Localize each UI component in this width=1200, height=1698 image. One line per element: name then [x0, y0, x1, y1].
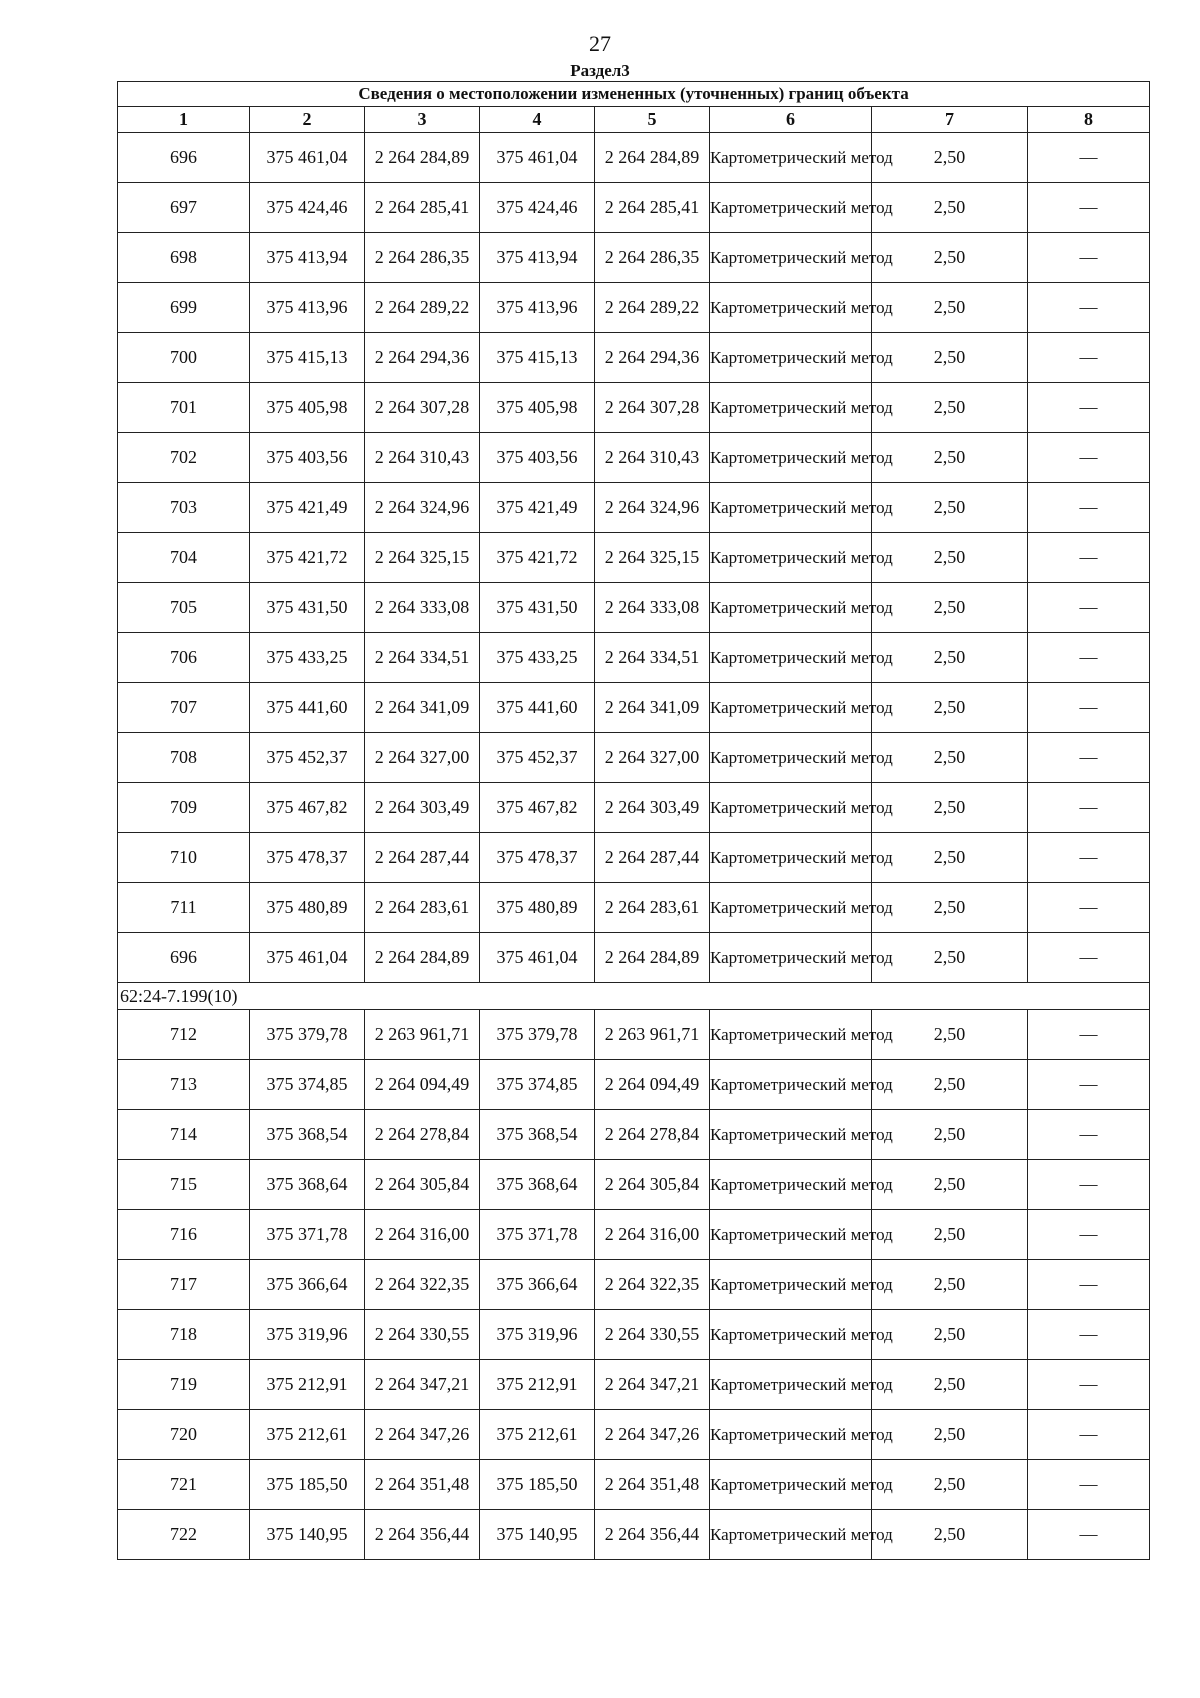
description-cell: — [1028, 1260, 1150, 1310]
y-new-cell: 2 264 316,00 [595, 1210, 710, 1260]
point-number-cell: 706 [118, 633, 250, 683]
table-row [118, 1160, 1150, 1210]
x-new-cell: 375 366,64 [480, 1260, 595, 1310]
accuracy-cell: 2,50 [872, 1010, 1028, 1060]
y-new-cell: 2 264 278,84 [595, 1110, 710, 1160]
description-cell: — [1028, 1110, 1150, 1160]
method-cell: Картометрический метод [710, 1060, 872, 1110]
x-new-cell: 375 371,78 [480, 1210, 595, 1260]
point-number-cell: 704 [118, 533, 250, 583]
accuracy-cell: 2,50 [872, 783, 1028, 833]
table-group-2 [118, 1010, 1150, 1560]
description-cell: — [1028, 383, 1150, 433]
point-number-cell: 715 [118, 1160, 250, 1210]
point-number-cell: 703 [118, 483, 250, 533]
method-cell: Картометрический метод [710, 183, 872, 233]
accuracy-cell: 2,50 [872, 533, 1028, 583]
x-existing-cell: 375 405,98 [250, 383, 365, 433]
x-new-cell: 375 421,49 [480, 483, 595, 533]
accuracy-cell: 2,50 [872, 1510, 1028, 1560]
point-number-cell: 713 [118, 1060, 250, 1110]
y-existing-cell: 2 264 347,21 [365, 1360, 480, 1410]
y-new-cell: 2 264 284,89 [595, 133, 710, 183]
point-number-cell: 710 [118, 833, 250, 883]
x-existing-cell: 375 441,60 [250, 683, 365, 733]
x-new-cell: 375 212,91 [480, 1360, 595, 1410]
x-new-cell: 375 415,13 [480, 333, 595, 383]
description-cell: — [1028, 1360, 1150, 1410]
method-cell: Картометрический метод [710, 783, 872, 833]
table-row [118, 833, 1150, 883]
accuracy-cell: 2,50 [872, 133, 1028, 183]
table-row [118, 383, 1150, 433]
x-existing-cell: 375 433,25 [250, 633, 365, 683]
y-existing-cell: 2 264 286,35 [365, 233, 480, 283]
x-new-cell: 375 140,95 [480, 1510, 595, 1560]
method-cell: Картометрический метод [710, 633, 872, 683]
point-number-cell: 697 [118, 183, 250, 233]
x-existing-cell: 375 368,54 [250, 1110, 365, 1160]
point-number-cell: 714 [118, 1110, 250, 1160]
point-number-cell: 708 [118, 733, 250, 783]
table-row [118, 1310, 1150, 1360]
y-new-cell: 2 264 356,44 [595, 1510, 710, 1560]
description-cell: — [1028, 283, 1150, 333]
description-cell: — [1028, 883, 1150, 933]
x-existing-cell: 375 461,04 [250, 133, 365, 183]
point-number-cell: 722 [118, 1510, 250, 1560]
description-cell: — [1028, 1310, 1150, 1360]
method-cell: Картометрический метод [710, 1360, 872, 1410]
method-cell: Картометрический метод [710, 733, 872, 783]
cadastral-number-label: 62:24-7.199(10) [118, 983, 1150, 1010]
table-row [118, 1210, 1150, 1260]
accuracy-cell: 2,50 [872, 583, 1028, 633]
x-existing-cell: 375 421,49 [250, 483, 365, 533]
method-cell: Картометрический метод [710, 533, 872, 583]
point-number-cell: 702 [118, 433, 250, 483]
x-new-cell: 375 374,85 [480, 1060, 595, 1110]
x-new-cell: 375 478,37 [480, 833, 595, 883]
group-label-row [118, 983, 1150, 1010]
table-title-row [118, 82, 1150, 107]
description-cell: — [1028, 483, 1150, 533]
y-existing-cell: 2 264 294,36 [365, 333, 480, 383]
description-cell: — [1028, 1460, 1150, 1510]
method-cell: Картометрический метод [710, 833, 872, 883]
description-cell: — [1028, 633, 1150, 683]
x-new-cell: 375 461,04 [480, 133, 595, 183]
y-existing-cell: 2 264 305,84 [365, 1160, 480, 1210]
accuracy-cell: 2,50 [872, 833, 1028, 883]
description-cell: — [1028, 1210, 1150, 1260]
table-title: Сведения о местоположении измененных (уточненных) границ объекта [118, 82, 1150, 107]
accuracy-cell: 2,50 [872, 1360, 1028, 1410]
table-row [118, 1410, 1150, 1460]
y-existing-cell: 2 264 325,15 [365, 533, 480, 583]
y-existing-cell: 2 264 283,61 [365, 883, 480, 933]
table-row [118, 733, 1150, 783]
x-new-cell: 375 452,37 [480, 733, 595, 783]
accuracy-cell: 2,50 [872, 1160, 1028, 1210]
accuracy-cell: 2,50 [872, 1310, 1028, 1360]
y-new-cell: 2 264 322,35 [595, 1260, 710, 1310]
accuracy-cell: 2,50 [872, 1460, 1028, 1510]
table-row [118, 783, 1150, 833]
description-cell: — [1028, 683, 1150, 733]
column-number-header: 4 [480, 107, 595, 133]
x-existing-cell: 375 319,96 [250, 1310, 365, 1360]
method-cell: Картометрический метод [710, 283, 872, 333]
table-row [118, 683, 1150, 733]
description-cell: — [1028, 133, 1150, 183]
accuracy-cell: 2,50 [872, 1060, 1028, 1110]
y-new-cell: 2 263 961,71 [595, 1010, 710, 1060]
table-row [118, 183, 1150, 233]
table-row [118, 233, 1150, 283]
y-existing-cell: 2 264 310,43 [365, 433, 480, 483]
x-new-cell: 375 212,61 [480, 1410, 595, 1460]
description-cell: — [1028, 733, 1150, 783]
y-new-cell: 2 264 341,09 [595, 683, 710, 733]
x-new-cell: 375 433,25 [480, 633, 595, 683]
y-new-cell: 2 264 294,36 [595, 333, 710, 383]
point-number-cell: 707 [118, 683, 250, 733]
x-new-cell: 375 185,50 [480, 1460, 595, 1510]
x-new-cell: 375 467,82 [480, 783, 595, 833]
column-number-row [118, 107, 1150, 133]
point-number-cell: 720 [118, 1410, 250, 1460]
x-existing-cell: 375 467,82 [250, 783, 365, 833]
x-new-cell: 375 368,54 [480, 1110, 595, 1160]
method-cell: Картометрический метод [710, 333, 872, 383]
y-new-cell: 2 264 347,26 [595, 1410, 710, 1460]
y-existing-cell: 2 264 334,51 [365, 633, 480, 683]
x-new-cell: 375 413,96 [480, 283, 595, 333]
column-number-header: 1 [118, 107, 250, 133]
table-row [118, 333, 1150, 383]
point-number-cell: 699 [118, 283, 250, 333]
x-existing-cell: 375 366,64 [250, 1260, 365, 1310]
table-row [118, 1110, 1150, 1160]
method-cell: Картометрический метод [710, 483, 872, 533]
table-row [118, 1460, 1150, 1510]
y-existing-cell: 2 263 961,71 [365, 1010, 480, 1060]
section-title: Раздел3 [570, 61, 630, 80]
y-new-cell: 2 264 325,15 [595, 533, 710, 583]
x-existing-cell: 375 212,61 [250, 1410, 365, 1460]
x-existing-cell: 375 368,64 [250, 1160, 365, 1210]
accuracy-cell: 2,50 [872, 1210, 1028, 1260]
y-new-cell: 2 264 305,84 [595, 1160, 710, 1210]
table-row [118, 633, 1150, 683]
description-cell: — [1028, 183, 1150, 233]
method-cell: Картометрический метод [710, 433, 872, 483]
page-number: 27 [589, 31, 611, 56]
method-cell: Картометрический метод [710, 1260, 872, 1310]
description-cell: — [1028, 783, 1150, 833]
x-existing-cell: 375 413,94 [250, 233, 365, 283]
accuracy-cell: 2,50 [872, 383, 1028, 433]
table-row [118, 1510, 1150, 1560]
description-cell: — [1028, 1160, 1150, 1210]
accuracy-cell: 2,50 [872, 233, 1028, 283]
x-existing-cell: 375 374,85 [250, 1060, 365, 1110]
point-number-cell: 719 [118, 1360, 250, 1410]
point-number-cell: 705 [118, 583, 250, 633]
y-existing-cell: 2 264 351,48 [365, 1460, 480, 1510]
y-existing-cell: 2 264 303,49 [365, 783, 480, 833]
point-number-cell: 698 [118, 233, 250, 283]
y-existing-cell: 2 264 289,22 [365, 283, 480, 333]
column-number-header: 6 [710, 107, 872, 133]
x-new-cell: 375 379,78 [480, 1010, 595, 1060]
x-existing-cell: 375 478,37 [250, 833, 365, 883]
description-cell: — [1028, 933, 1150, 983]
point-number-cell: 712 [118, 1010, 250, 1060]
point-number-cell: 700 [118, 333, 250, 383]
y-existing-cell: 2 264 333,08 [365, 583, 480, 633]
y-existing-cell: 2 264 284,89 [365, 933, 480, 983]
y-new-cell: 2 264 285,41 [595, 183, 710, 233]
accuracy-cell: 2,50 [872, 1410, 1028, 1460]
y-new-cell: 2 264 333,08 [595, 583, 710, 633]
y-existing-cell: 2 264 330,55 [365, 1310, 480, 1360]
y-existing-cell: 2 264 341,09 [365, 683, 480, 733]
table-row [118, 1260, 1150, 1310]
method-cell: Картометрический метод [710, 883, 872, 933]
x-existing-cell: 375 431,50 [250, 583, 365, 633]
description-cell: — [1028, 433, 1150, 483]
table-row [118, 283, 1150, 333]
accuracy-cell: 2,50 [872, 283, 1028, 333]
y-new-cell: 2 264 330,55 [595, 1310, 710, 1360]
table-row [118, 583, 1150, 633]
table-group-1 [118, 133, 1150, 983]
y-new-cell: 2 264 307,28 [595, 383, 710, 433]
table-row [118, 1010, 1150, 1060]
y-new-cell: 2 264 286,35 [595, 233, 710, 283]
y-new-cell: 2 264 287,44 [595, 833, 710, 883]
method-cell: Картометрический метод [710, 1510, 872, 1560]
x-new-cell: 375 441,60 [480, 683, 595, 733]
description-cell: — [1028, 1060, 1150, 1110]
x-new-cell: 375 431,50 [480, 583, 595, 633]
x-existing-cell: 375 461,04 [250, 933, 365, 983]
table-row [118, 933, 1150, 983]
table-row [118, 433, 1150, 483]
accuracy-cell: 2,50 [872, 683, 1028, 733]
accuracy-cell: 2,50 [872, 733, 1028, 783]
y-existing-cell: 2 264 347,26 [365, 1410, 480, 1460]
point-number-cell: 696 [118, 933, 250, 983]
method-cell: Картометрический метод [710, 1310, 872, 1360]
y-new-cell: 2 264 289,22 [595, 283, 710, 333]
description-cell: — [1028, 583, 1150, 633]
description-cell: — [1028, 333, 1150, 383]
point-number-cell: 721 [118, 1460, 250, 1510]
boundary-coordinates-table [117, 81, 1150, 1560]
accuracy-cell: 2,50 [872, 883, 1028, 933]
y-existing-cell: 2 264 285,41 [365, 183, 480, 233]
method-cell: Картометрический метод [710, 1410, 872, 1460]
y-existing-cell: 2 264 307,28 [365, 383, 480, 433]
method-cell: Картометрический метод [710, 1460, 872, 1510]
y-existing-cell: 2 264 284,89 [365, 133, 480, 183]
method-cell: Картометрический метод [710, 1160, 872, 1210]
column-number-header: 2 [250, 107, 365, 133]
y-existing-cell: 2 264 094,49 [365, 1060, 480, 1110]
y-new-cell: 2 264 324,96 [595, 483, 710, 533]
table-group-2-header [118, 983, 1150, 1010]
x-existing-cell: 375 452,37 [250, 733, 365, 783]
x-new-cell: 375 413,94 [480, 233, 595, 283]
x-existing-cell: 375 212,91 [250, 1360, 365, 1410]
description-cell: — [1028, 1410, 1150, 1460]
table-row [118, 533, 1150, 583]
y-existing-cell: 2 264 316,00 [365, 1210, 480, 1260]
y-new-cell: 2 264 094,49 [595, 1060, 710, 1110]
x-existing-cell: 375 140,95 [250, 1510, 365, 1560]
y-new-cell: 2 264 284,89 [595, 933, 710, 983]
x-new-cell: 375 319,96 [480, 1310, 595, 1360]
x-existing-cell: 375 415,13 [250, 333, 365, 383]
accuracy-cell: 2,50 [872, 333, 1028, 383]
y-existing-cell: 2 264 287,44 [365, 833, 480, 883]
column-number-header: 3 [365, 107, 480, 133]
x-existing-cell: 375 185,50 [250, 1460, 365, 1510]
method-cell: Картометрический метод [710, 233, 872, 283]
description-cell: — [1028, 833, 1150, 883]
accuracy-cell: 2,50 [872, 433, 1028, 483]
x-new-cell: 375 368,64 [480, 1160, 595, 1210]
x-new-cell: 375 405,98 [480, 383, 595, 433]
method-cell: Картометрический метод [710, 683, 872, 733]
table-row [118, 1060, 1150, 1110]
y-existing-cell: 2 264 322,35 [365, 1260, 480, 1310]
column-number-header: 7 [872, 107, 1028, 133]
y-new-cell: 2 264 327,00 [595, 733, 710, 783]
description-cell: — [1028, 1010, 1150, 1060]
accuracy-cell: 2,50 [872, 1110, 1028, 1160]
point-number-cell: 701 [118, 383, 250, 433]
y-new-cell: 2 264 347,21 [595, 1360, 710, 1410]
x-new-cell: 375 461,04 [480, 933, 595, 983]
y-existing-cell: 2 264 327,00 [365, 733, 480, 783]
y-new-cell: 2 264 303,49 [595, 783, 710, 833]
point-number-cell: 709 [118, 783, 250, 833]
method-cell: Картометрический метод [710, 383, 872, 433]
table-row [118, 133, 1150, 183]
x-new-cell: 375 403,56 [480, 433, 595, 483]
x-existing-cell: 375 421,72 [250, 533, 365, 583]
description-cell: — [1028, 1510, 1150, 1560]
column-number-header: 8 [1028, 107, 1150, 133]
table-row [118, 483, 1150, 533]
accuracy-cell: 2,50 [872, 483, 1028, 533]
x-new-cell: 375 480,89 [480, 883, 595, 933]
accuracy-cell: 2,50 [872, 183, 1028, 233]
accuracy-cell: 2,50 [872, 1260, 1028, 1310]
y-existing-cell: 2 264 278,84 [365, 1110, 480, 1160]
description-cell: — [1028, 233, 1150, 283]
method-cell: Картометрический метод [710, 1010, 872, 1060]
method-cell: Картометрический метод [710, 933, 872, 983]
y-new-cell: 2 264 310,43 [595, 433, 710, 483]
column-number-header: 5 [595, 107, 710, 133]
x-existing-cell: 375 403,56 [250, 433, 365, 483]
table-row [118, 883, 1150, 933]
method-cell: Картометрический метод [710, 1210, 872, 1260]
method-cell: Картометрический метод [710, 583, 872, 633]
x-new-cell: 375 421,72 [480, 533, 595, 583]
method-cell: Картометрический метод [710, 1110, 872, 1160]
table-row [118, 1360, 1150, 1410]
y-new-cell: 2 264 334,51 [595, 633, 710, 683]
x-new-cell: 375 424,46 [480, 183, 595, 233]
x-existing-cell: 375 424,46 [250, 183, 365, 233]
x-existing-cell: 375 371,78 [250, 1210, 365, 1260]
description-cell: — [1028, 533, 1150, 583]
x-existing-cell: 375 413,96 [250, 283, 365, 333]
accuracy-cell: 2,50 [872, 933, 1028, 983]
y-existing-cell: 2 264 324,96 [365, 483, 480, 533]
y-new-cell: 2 264 351,48 [595, 1460, 710, 1510]
x-existing-cell: 375 379,78 [250, 1010, 365, 1060]
y-existing-cell: 2 264 356,44 [365, 1510, 480, 1560]
x-existing-cell: 375 480,89 [250, 883, 365, 933]
method-cell: Картометрический метод [710, 133, 872, 183]
point-number-cell: 718 [118, 1310, 250, 1360]
point-number-cell: 716 [118, 1210, 250, 1260]
point-number-cell: 711 [118, 883, 250, 933]
accuracy-cell: 2,50 [872, 633, 1028, 683]
y-new-cell: 2 264 283,61 [595, 883, 710, 933]
point-number-cell: 717 [118, 1260, 250, 1310]
point-number-cell: 696 [118, 133, 250, 183]
